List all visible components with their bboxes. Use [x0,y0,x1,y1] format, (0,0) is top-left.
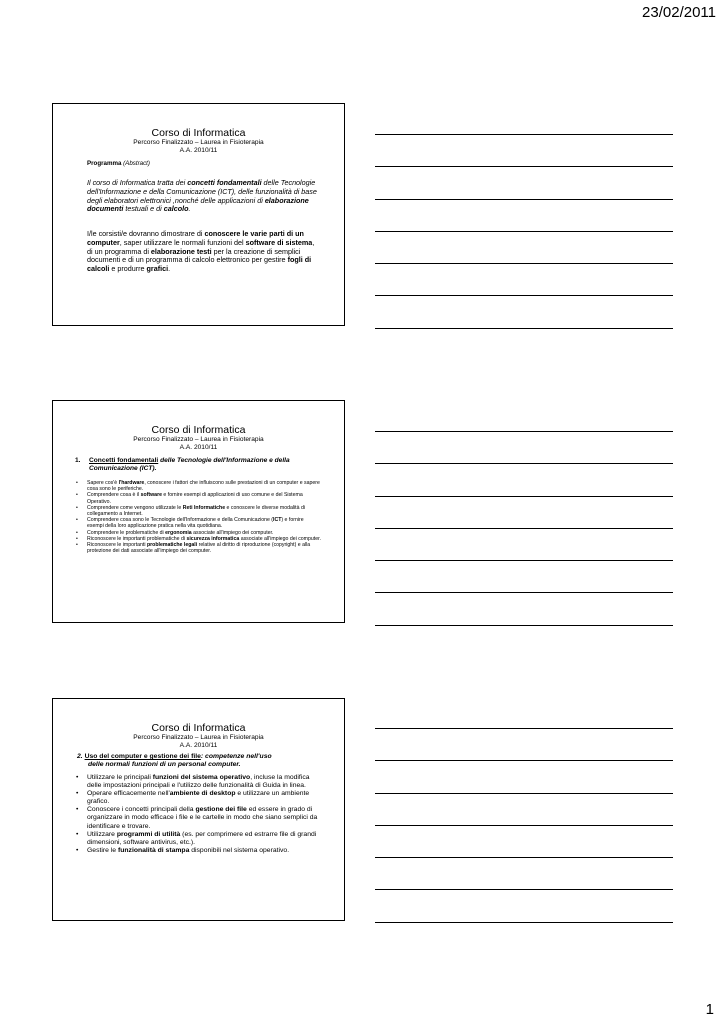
note-line [375,166,673,167]
list-item: • Comprendere cosa sono le Tecnologie dell'Informazione e della Comunicazione (ICT) e fornire esempi della loro applicazione pratica nella vita quotidiana. [75,517,321,529]
list-item: • Conoscere i concetti principali della gestione dei file ed essere in grado di organizzare in modo efficace i file e le cartelle in modo che siano semplici da identificare e trovare. [75,806,321,830]
list-item: • Gestire le funzionalità di stampa disponibili nel sistema operativo. [75,847,321,855]
note-line [375,134,673,135]
slide-subtitle: Percorso Finalizzato – Laurea in Fisioterapia [133,436,264,443]
list-item: • Sapere cos'è l'hardware, conoscere i fattori che influiscono sulle prestazioni di un computer e sapere cosa sono le periferiche. [75,480,321,492]
abstract-paragraph: Il corso di Informatica tratta dei concetti fondamentali delle Tecnologie dell'Informazione e della Comunicazione (ICT), delle funzionalità di base degli elaboratori elettronici ,nonché delle applicazioni di elaborazione documenti testuali e di calcolo. [87,178,317,214]
slide-subtitle: Percorso Finalizzato – Laurea in Fisioterapia [133,734,264,741]
note-line [375,431,673,432]
notes-lines-3 [375,728,673,954]
slide-title: Corso di Informatica [151,722,246,734]
note-line [375,328,673,329]
note-line [375,263,673,264]
list-item: • Riconoscere le importanti problematiche di sicurezza informatica associate all'impiego dei computer. [75,536,321,542]
notes-lines-1 [375,134,673,360]
note-line [375,560,673,561]
objectives-paragraph: I/le corsisti/e dovranno dimostrare di conoscere le varie parti di un computer, saper utilizzare le normali funzioni del software di sistema, di un programma di elaborazione testi per la creazione di semplici documenti e di un programma di calcolo elettronico per gestire fogli di calcoli e produrre grafici. [87,229,315,274]
slide-3 [52,698,345,921]
notes-lines-2 [375,431,673,657]
note-line [375,922,673,923]
note-line [375,889,673,890]
print-date: 23/02/2011 [642,4,716,21]
list-item: • Riconoscere le importanti problematiche legali relative al diritto di riproduzione (copyright) e alla protezione dei dati associate all'impiego dei computer. [75,542,321,554]
list-item: • Comprendere le problematiche di ergonomia associate all'impiego dei computer. [75,530,321,536]
section-heading: 2. Uso del computer e gestione dei file: competenze nell'uso delle normali funzioni di un personal computer. [77,753,272,768]
note-line [375,295,673,296]
note-line [375,625,673,626]
note-line [375,496,673,497]
note-line [375,825,673,826]
section-heading: 1. Concetti fondamentali delle Tecnologie dell'Informazione e della Comunicazione (ICT). [75,457,290,472]
list-item: • Operare efficacemente nell'ambiente di desktop e utilizzare un ambiente grafico. [75,790,321,806]
list-item: • Comprendere come vengono utilizzate le Reti Informatiche e conoscere le diverse modalità di collegamento a Internet. [75,505,321,517]
list-item: • Utilizzare le principali funzioni del sistema operativo, incluse la modifica delle impostazioni principali e l'utilizzo delle funzionalità di Guida in linea. [75,774,321,790]
note-line [375,231,673,232]
list-item: • Utilizzare programmi di utilità (es. per comprimere ed estrarre file di grandi dimensioni, software antivirus, etc.). [75,831,321,847]
note-line [375,857,673,858]
note-line [375,793,673,794]
bullet-list [75,774,321,855]
note-line [375,199,673,200]
slide-1 [52,103,345,326]
note-line [375,463,673,464]
page-number: 1 [705,1001,714,1018]
note-line [375,728,673,729]
slide-title: Corso di Informatica [151,424,246,436]
slide-title: Corso di Informatica [151,127,246,139]
programma-label: Programma (Abstract) [87,160,150,167]
note-line [375,760,673,761]
slide-year: A.A. 2010/11 [179,147,218,154]
slide-year: A.A. 2010/11 [179,444,218,451]
note-line [375,592,673,593]
bullet-list [75,480,321,554]
list-item: • Comprendere cosa è il software e fornire esempi di applicazioni di uso comune e del Sistema Operativo. [75,492,321,504]
slide-subtitle: Percorso Finalizzato – Laurea in Fisioterapia [133,139,264,146]
slide-2 [52,400,345,623]
slide-year: A.A. 2010/11 [179,742,218,749]
note-line [375,528,673,529]
